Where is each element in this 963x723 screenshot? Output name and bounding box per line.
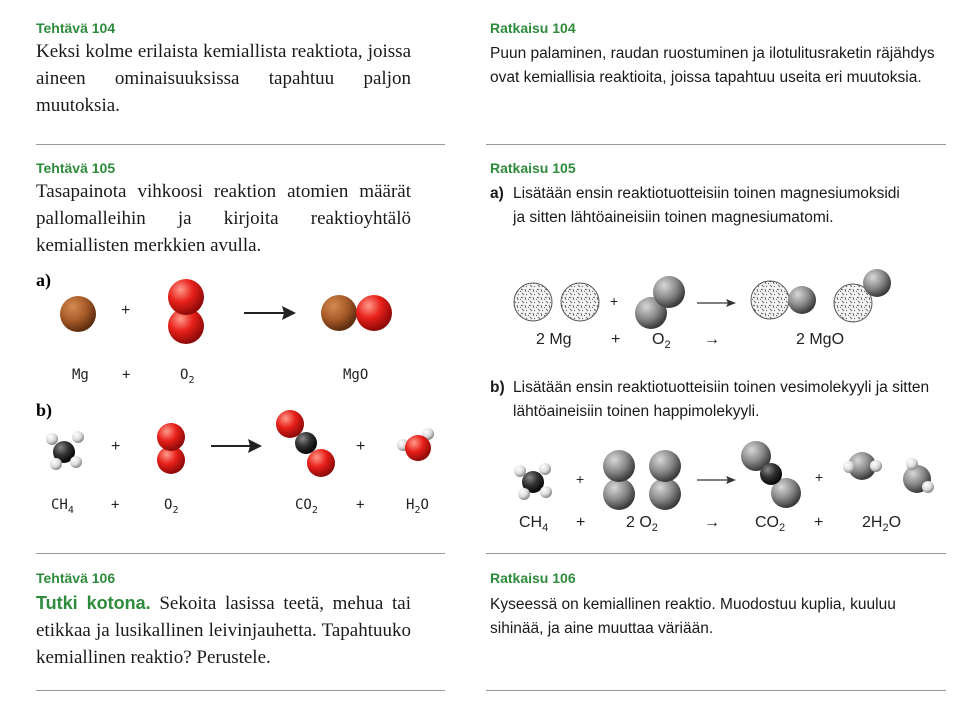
formula-co2: $CO_2$ [755,514,786,535]
task-105-text: Tasapainota vihkoosi reaktion atomien määrät pallomalleihin ja kirjoita reaktioyhtälö kemiallisten merkkien avulla. [36,181,411,256]
plus-sign: + [611,331,621,348]
formula-2o2: 2 $O_2$ [626,514,658,535]
task-106-text: Tutki kotona. Sekoita lasissa teetä, mehua tai etikkaa ja lusikallinen leivinjauhetta. Tapahtuuko kemiallinen reaktio? Perustele. [36,593,411,668]
formula-2h2o: $2H_2O$ [862,514,902,535]
task-104-text: Keksi kolme erilaista kemiallista reaktiota, joissa aineen ominaisuuksissa tapahtuu paljon muutoksia. [36,41,411,116]
solution-104-text: Puun palaminen, raudan ruostuminen ja ilotulitusraketin räjähdys ovat kemiallisia reaktioita, joissa tapahtuu useita eri muutoksia. [490,45,935,86]
task-106-lead: Tutki kotona. [36,593,151,613]
formula-o2: $O_2$ [652,331,671,352]
oxygen-atom [603,450,635,482]
formula-h2o: $H_2O$ [406,497,429,516]
plus-sign: + [610,293,619,309]
divider [486,690,946,691]
solution-a-text: Lisätään ensin reaktiotuotteisiin toinen magnesiumoksidi ja sitten lähtöaineisiin toinen magnesiumatomi. [513,185,900,226]
formula-o2: $O_2$ [180,367,195,386]
solution-106-text: Kyseessä on kemiallinen reaktio. Muodostuu kuplia, kuuluu sihinää, ja aine muuttaa väriään. [490,596,896,637]
solution-106-label: Ratkaisu 106 [490,570,576,586]
formula-mgo: MgO [343,367,369,383]
formula-co2: $CO_2$ [295,497,318,516]
formula-2mg: 2 Mg [536,331,572,348]
reaction-arrow-icon [697,476,736,484]
plus-sign: + [356,497,365,513]
water-molecule [843,452,882,480]
divider [36,690,445,691]
solution-105-label: Ratkaisu 105 [490,160,576,176]
plus-sign: + [576,471,585,487]
solution-b-label: b) [490,379,505,396]
plus-sign: + [356,438,366,455]
divider [36,553,445,554]
plus-sign: + [814,514,824,531]
formula-o2: $O_2$ [164,497,179,516]
plus-sign: + [122,367,131,383]
formula-ch4: $CH_4$ [51,497,74,516]
formula-mg: Mg [72,367,89,383]
oxygen-atom [649,478,681,510]
divider [486,553,946,554]
plus-sign: + [576,514,586,531]
part-a-label: a) [36,270,51,290]
co2-molecule [741,441,801,508]
arrow-symbol: → [704,514,720,531]
task-105-label: Tehtävä 105 [36,160,116,176]
formula-2mgo: 2 MgO [796,331,845,348]
task-106-label: Tehtävä 106 [36,570,116,586]
oxygen-atom [603,478,635,510]
part-b-label: b) [36,400,53,420]
solution-b-text: Lisätään ensin reaktiotuotteisiin toinen vesimolekyyli ja sitten lähtöaineisiin toinen happimolekyyli. [513,379,930,420]
plus-sign: + [815,469,824,485]
plus-sign: + [121,302,131,319]
solution-104-label: Ratkaisu 104 [490,20,576,36]
solution-a-label: a) [490,185,504,202]
plus-sign: + [111,497,120,513]
oxygen-atom [649,450,681,482]
plus-sign: + [111,438,121,455]
task-104-label: Tehtävä 104 [36,20,116,36]
arrow-symbol: → [704,331,720,348]
water-molecule [903,458,934,493]
formula-ch4: $CH_4$ [519,514,549,535]
methane-molecule [514,463,552,500]
